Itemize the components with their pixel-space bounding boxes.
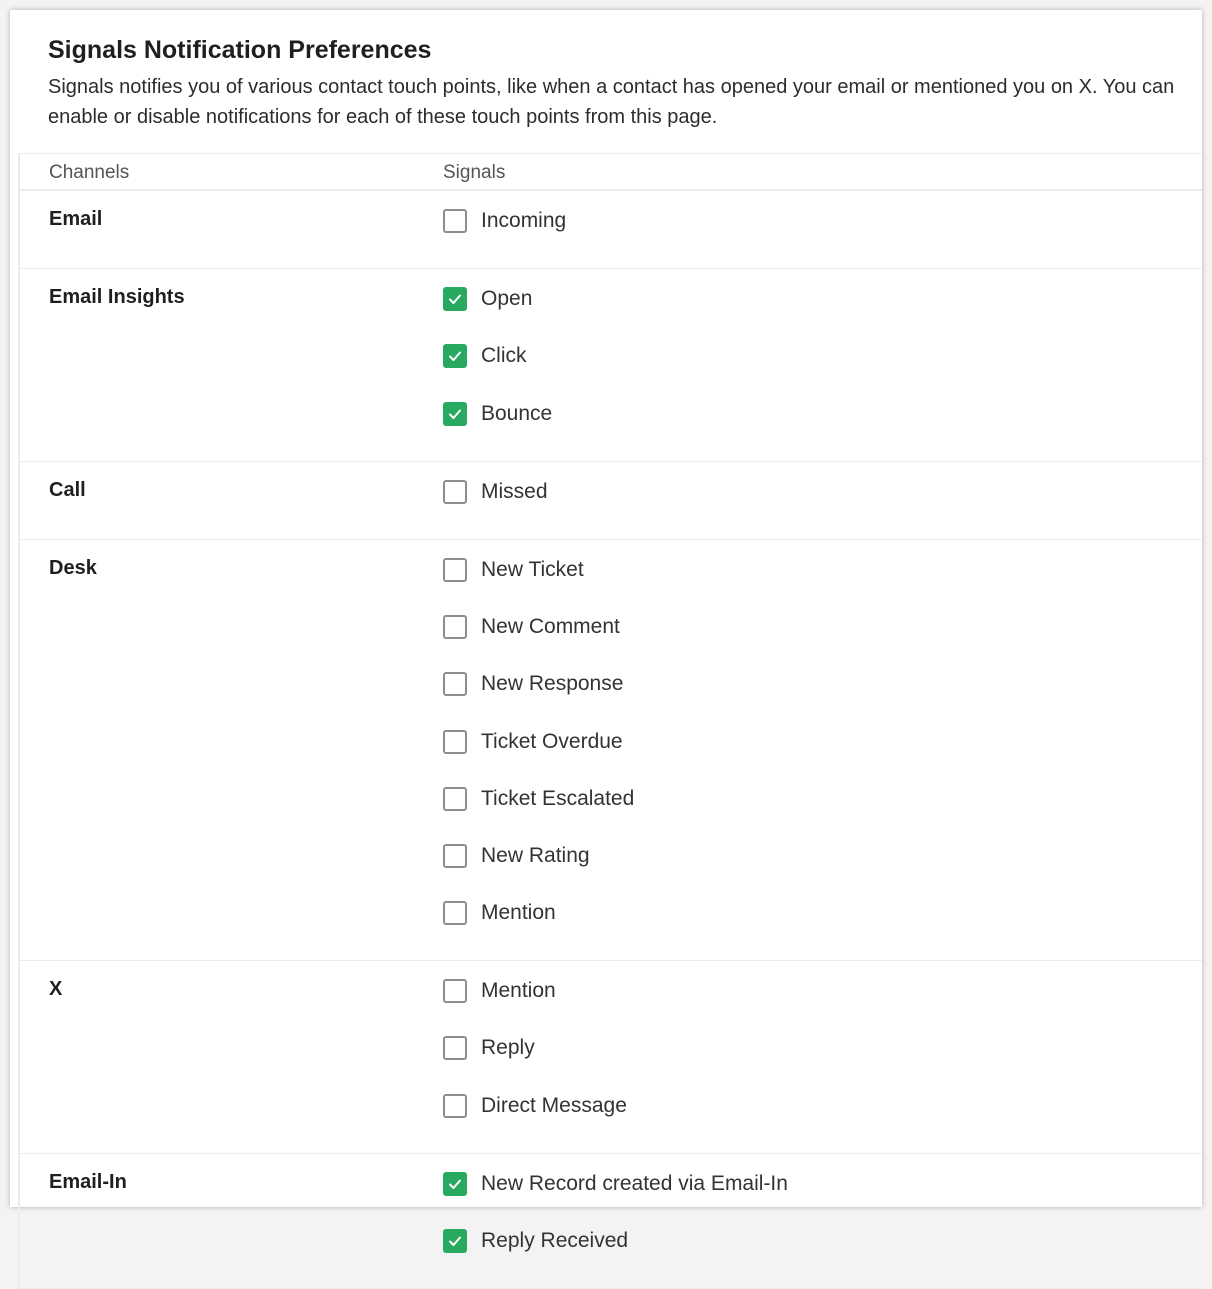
- signal-option[interactable]: [443, 473, 1202, 530]
- signal-label: Click: [481, 344, 527, 368]
- check-icon: [447, 1176, 463, 1192]
- signal-label: New Comment: [481, 615, 620, 639]
- signal-list: [443, 473, 1202, 530]
- channel-name: Email Insights: [49, 286, 185, 309]
- channel-row-x: [18, 961, 1202, 1154]
- channel-row-email: [18, 191, 1202, 269]
- checkbox-unchecked[interactable]: [443, 558, 467, 582]
- signal-label: Open: [481, 287, 533, 311]
- checkbox-unchecked[interactable]: [443, 1036, 467, 1060]
- signal-list: [443, 202, 1202, 259]
- checkbox-checked[interactable]: [443, 287, 467, 311]
- page-description: Signals notifies you of various contact touch points, like when a contact has opened your email or mentioned you on X. You can enable or disable notifications for each of these touch points from this page.: [48, 76, 1175, 128]
- signal-option[interactable]: [443, 1165, 1202, 1222]
- checkbox-unchecked[interactable]: [443, 844, 467, 868]
- signal-label: Bounce: [481, 401, 553, 425]
- channel-name: Desk: [49, 556, 97, 579]
- signal-list: [443, 280, 1202, 452]
- channel-name: Email-In: [49, 1170, 127, 1193]
- signal-list: [443, 972, 1202, 1144]
- signal-label: Missed: [481, 479, 548, 503]
- checkbox-unchecked[interactable]: [443, 615, 467, 639]
- signal-option[interactable]: [443, 337, 1202, 394]
- checkbox-unchecked[interactable]: [443, 1094, 467, 1118]
- signal-option[interactable]: [443, 837, 1202, 894]
- signal-option[interactable]: [443, 395, 1202, 452]
- checkbox-unchecked[interactable]: [443, 730, 467, 754]
- checkbox-unchecked[interactable]: [443, 901, 467, 925]
- signal-label: Reply Received: [481, 1229, 629, 1252]
- signal-label: New Ticket: [481, 557, 584, 581]
- checkbox-checked[interactable]: [443, 1172, 467, 1196]
- signal-label: New Response: [481, 672, 624, 696]
- signal-label: Ticket Escalated: [481, 786, 635, 810]
- signal-label: Mention: [481, 979, 556, 1003]
- signal-option[interactable]: [443, 1087, 1202, 1144]
- signals-column-header: Signals: [443, 162, 506, 183]
- check-icon: [447, 1233, 463, 1249]
- check-icon: [447, 348, 463, 364]
- preferences-card: [10, 10, 1202, 1252]
- channel-row-email-insights: [18, 269, 1202, 462]
- checkbox-checked[interactable]: [443, 344, 467, 368]
- signal-label: New Record created via Email-In: [481, 1171, 788, 1195]
- signal-option[interactable]: [443, 972, 1202, 1029]
- check-icon: [447, 291, 463, 307]
- checkbox-unchecked[interactable]: [443, 672, 467, 696]
- signal-label: Direct Message: [481, 1093, 627, 1117]
- checkbox-checked[interactable]: [443, 1229, 467, 1253]
- channel-row-desk: [18, 540, 1202, 961]
- signal-option[interactable]: [443, 1029, 1202, 1086]
- checkbox-unchecked[interactable]: [443, 209, 467, 233]
- signal-option[interactable]: [443, 894, 1202, 951]
- signal-label: Mention: [481, 901, 556, 925]
- checkbox-unchecked[interactable]: [443, 979, 467, 1003]
- signal-option[interactable]: [443, 665, 1202, 722]
- channel-name: Call: [49, 478, 86, 501]
- signal-option[interactable]: [443, 280, 1202, 337]
- channel-row-email-in: [18, 1154, 1202, 1289]
- channel-name: X: [49, 978, 63, 1001]
- checkbox-unchecked[interactable]: [443, 480, 467, 504]
- check-icon: [447, 406, 463, 422]
- checkbox-unchecked[interactable]: [443, 787, 467, 811]
- signal-option[interactable]: [443, 780, 1202, 837]
- signal-option[interactable]: [443, 723, 1202, 780]
- signal-list: [443, 1165, 1202, 1279]
- signal-label: New Rating: [481, 843, 590, 867]
- signal-option[interactable]: [443, 551, 1202, 608]
- signal-label: Reply: [481, 1036, 535, 1060]
- signal-label: Incoming: [481, 209, 567, 232]
- channel-row-call: [18, 462, 1202, 540]
- page-title: Signals Notification Preferences: [48, 36, 432, 64]
- table-header: [18, 153, 1202, 191]
- channel-name: Email: [49, 208, 103, 230]
- signal-list: [443, 551, 1202, 951]
- signal-option[interactable]: [443, 202, 1202, 259]
- channels-column-header: Channels: [49, 162, 130, 183]
- signal-label: Ticket Overdue: [481, 729, 623, 753]
- channel-rows: [18, 191, 1202, 1289]
- signal-option[interactable]: [443, 1222, 1202, 1279]
- checkbox-checked[interactable]: [443, 402, 467, 426]
- signal-option[interactable]: [443, 608, 1202, 665]
